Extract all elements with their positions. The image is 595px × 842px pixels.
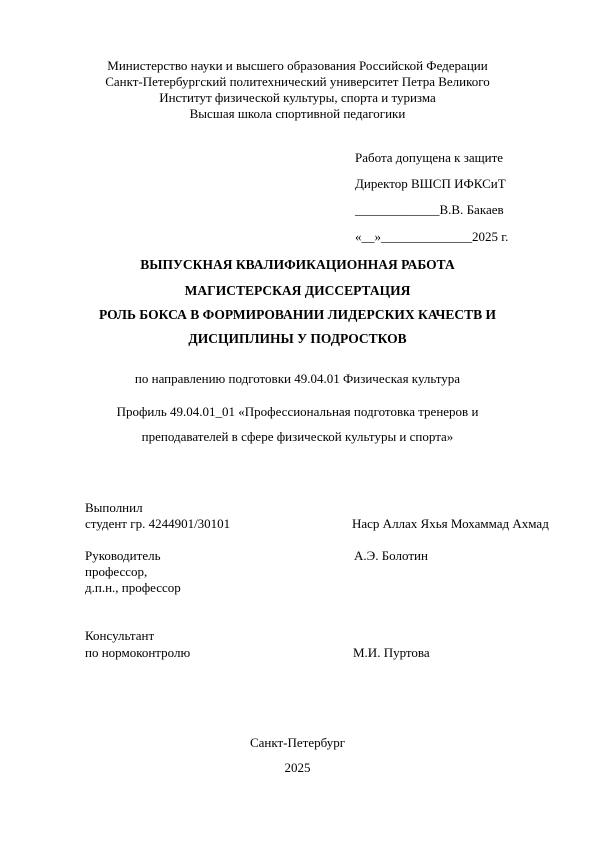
institute-line: Институт физической культуры, спорта и туризма: [159, 90, 436, 105]
university-line: Санкт-Петербургский политехнический университет Петра Великого: [105, 74, 490, 89]
work-type-title: ВЫПУСКНАЯ КВАЛИФИКАЦИОННАЯ РАБОТА: [140, 257, 455, 272]
approval-line-1: Работа допущена к защите: [355, 150, 504, 165]
author-group: студент гр. 4244901/30101: [85, 516, 231, 531]
author-name: Наср Аллах Яхья Мохаммад Ахмад: [352, 516, 549, 531]
supervisor-degree: д.п.н., профессор: [85, 580, 181, 595]
year: 2025: [284, 760, 311, 775]
approval-signature-line: _____________В.В. Бакаев: [355, 202, 504, 217]
approval-date-line: «__»______________2025 г.: [355, 229, 509, 244]
degree-title: МАГИСТЕРСКАЯ ДИССЕРТАЦИЯ: [184, 283, 411, 298]
direction-line: по направлению подготовки 49.04.01 Физическая культура: [134, 371, 461, 386]
profile-line-2: преподавателей в сфере физической культуры и спорта»: [141, 429, 454, 444]
consultant-role: по нормоконтролю: [85, 645, 191, 660]
approval-line-2: Директор ВШСП ИФКСиТ: [355, 176, 506, 191]
author-label: Выполнил: [85, 500, 143, 515]
supervisor-name: А.Э. Болотин: [354, 548, 428, 563]
supervisor-position: профессор,: [85, 564, 148, 579]
consultant-name: М.И. Пуртова: [353, 645, 430, 660]
profile-line-1: Профиль 49.04.01_01 «Профессиональная подготовка тренеров и: [116, 404, 479, 419]
consultant-label: Консультант: [85, 628, 155, 643]
thesis-title-line-1: РОЛЬ БОКСА В ФОРМИРОВАНИИ ЛИДЕРСКИХ КАЧЕСТВ И: [98, 307, 497, 322]
city: Санкт-Петербург: [249, 735, 346, 750]
supervisor-label: Руководитель: [85, 548, 161, 563]
ministry-line: Министерство науки и высшего образования Российской Федерации: [107, 58, 488, 73]
thesis-title-line-2: ДИСЦИПЛИНЫ У ПОДРОСТКОВ: [188, 331, 407, 346]
school-line: Высшая школа спортивной педагогики: [189, 106, 406, 121]
